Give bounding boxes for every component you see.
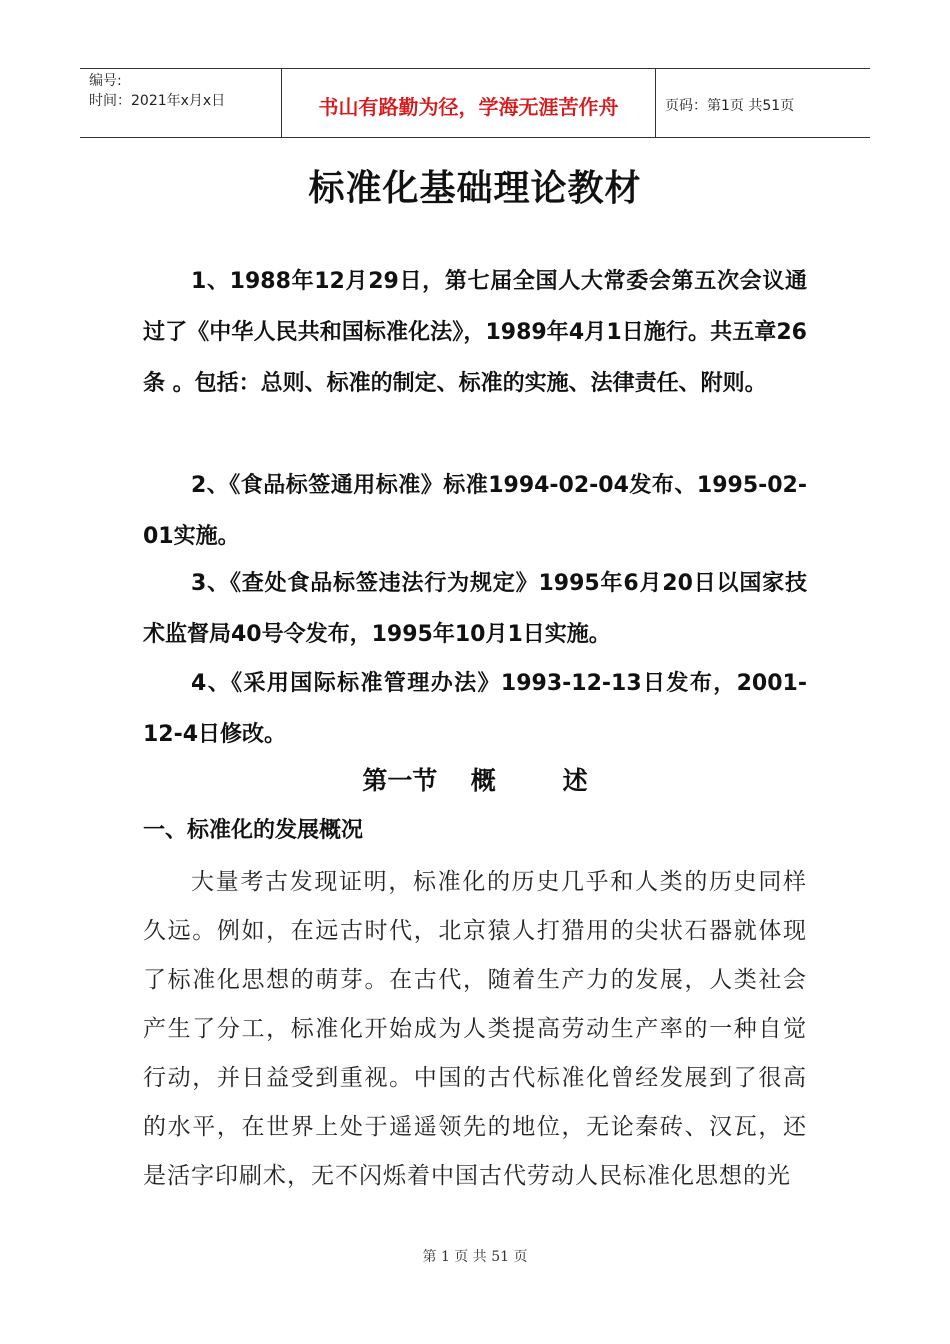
- document-number-label: 编号:: [89, 73, 122, 89]
- header-motto: 书山有路勤为径，学海无涯苦作舟: [282, 69, 656, 137]
- intro-paragraph-3: 3、《查处食品标签违法行为规定》1995年6月20日以国家技术监督局40号令发布，1995年10月1日实施。: [143, 571, 807, 647]
- intro-paragraph-4: 4、《采用国际标准管理办法》1993-12-13日发布，2001-12-4日修改。: [143, 671, 807, 747]
- header-page-info: 页码：第1页 共51页: [665, 98, 795, 114]
- page-footer: 第 1 页 共 51 页: [422, 1249, 528, 1265]
- header-table: [80, 68, 870, 138]
- intro-paragraph-1: 1、1988年12月29日，第七届全国人大常委会第五次会议通过了《中华人民共和国标准化法》，1989年4月1日施行。共五章26条 。包括：总则、标准的制定、标准的实施、法律责任、附则。: [143, 269, 807, 396]
- section-body-paragraph: 大量考古发现证明，标准化的历史几乎和人类的历史同样久远。例如，在远古时代，北京猿人打猎用的尖状石器就体现了标准化思想的萌芽。在古代，随着生产力的发展，人类社会产生了分工，标准化开始成为人类提高劳动生产率的一种自觉行动，并日益受到重视。中国的古代标准化曾经发展到了很高的水平，在世界上处于遥遥领先的地位，无论秦砖、汉瓦，还是活字印刷术，无不闪烁着中国古代劳动人民标准化思想的光: [143, 869, 807, 1189]
- document-title: 标准化基础理论教材: [308, 168, 642, 209]
- section-heading: 第一节 概 述: [362, 766, 588, 795]
- document-time-label: 时间：2021年x月x日: [89, 93, 226, 109]
- header-meta-cell: [80, 69, 282, 137]
- intro-paragraph-2: 2、《食品标签通用标准》标准1994-02-04发布、1995-02-01实施。: [143, 473, 807, 549]
- section-subheading: 一、标准化的发展概况: [143, 818, 364, 843]
